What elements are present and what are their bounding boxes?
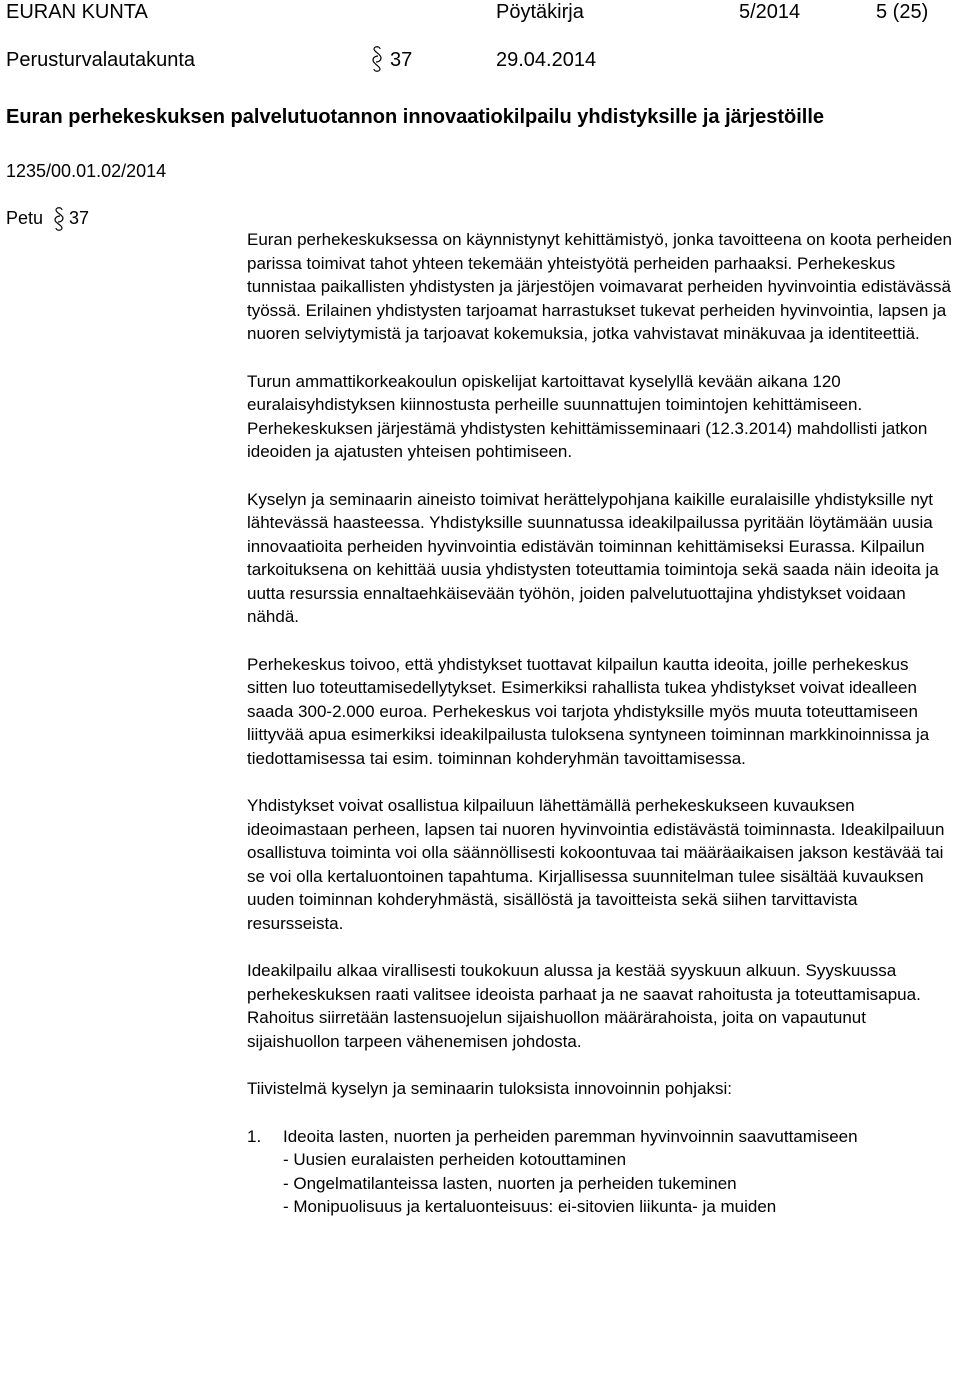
section-number: 37 (390, 49, 413, 71)
doc-type: Pöytäkirja (496, 1, 584, 23)
paragraph: Yhdistykset voivat osallistua kilpailuun lähettämällä perhekeskukseen kuvauksen ideoimastaan perheen, lapsen tai nuoren hyvinvointia edistävästä toiminnasta. Ideakilpailuun osallistuva toiminta voi olla säännöllisesti kokoontuvaa tai määräaikaisen jakson kestävää tai se voi olla kertaluontoinen tapahtuma. Kirjallisessa suunnitelman tulee sisältää kuvauksen uuden toiminnan kohderyhmästä, sisällöstä ja tavoitteista sekä siihen tarvittavista resursseista. (247, 796, 945, 933)
list-sub-item: - Uusien euralaisten perheiden kotouttaminen (283, 1150, 627, 1169)
list-sub-item: - Monipuolisuus ja kertaluonteisuus: ei-sitovien liikunta- ja muiden (283, 1197, 777, 1216)
section-sign-icon (53, 206, 65, 232)
section-body-number: 37 (69, 208, 90, 228)
list-item-body (283, 1125, 953, 1219)
doc-number: 5/2014 (739, 1, 801, 23)
org-name: EURAN KUNTA (6, 1, 148, 23)
numbered-list (247, 1125, 953, 1219)
document-body (247, 228, 953, 1219)
paragraph: Turun ammattikorkeakoulun opiskelijat kartoittavat kyselyllä kevään aikana 120 euralaisyhdistyksen kiinnostusta perheille suunnattujen toimintojen kehittämiseen. Perhekeskuksen järjestämä yhdistysten kehittämisseminaari (12.3.2014) mahdollisti jatkon ideoiden ja ajatusten yhteisen pohtimiseen. (247, 371, 928, 461)
paragraph: Tiivistelmä kyselyn ja seminaarin tuloksista innovoinnin pohjaksi: (247, 1079, 733, 1098)
case-number: 1235/00.01.02/2014 (6, 161, 167, 181)
paragraph: Euran perhekeskuksessa on käynnistynyt kehittämistyö, jonka tavoitteena on koota perheiden parissa toimivat tahot yhteen tekemään yhteistyötä perheiden parhaaksi. Perhekeskus tunnistaa paikallisten yhdistysten ja järjestöjen voimavarat perheiden hyvinvointia edistävässä työssä. Erilainen yhdistysten tarjoamat harrastukset tukevat perheiden hyvinvointia, lapsen ja nuoren selviytymistä ja tarjoavat kokemuksia, jotka vahvistavat minäkuvaa ja identiteettiä. (247, 230, 952, 343)
paragraph: Ideakilpailu alkaa virallisesti toukokuun alussa ja kestää syyskuun alkuun. Syyskuussa perhekeskuksen raati valitsee ideoista parhaat ja ne saavat rahoitusta ja toteuttamisapua. Rahoitus siirretään lastensuojelun sijaishuollon määrärahoista, joita on vapautunut sijaishuollon tarpeen vähenemisen johdosta. (247, 961, 921, 1051)
list-item-text: Ideoita lasten, nuorten ja perheiden paremman hyvinvoinnin saavuttamiseen (283, 1126, 858, 1146)
paragraph: Kyselyn ja seminaarin aineisto toimivat herättelypohjana kaikille euralaisille yhdistyksille nyt lähtevässä haasteessa. Yhdistyksille suunnatussa ideakilpailussa pyritään löytämään uusia innovaatioita perheiden hyvinvointia edistävän toiminnan kehittämiseksi Eurassa. Kilpailun tarkoituksena on kehittää uusia yhdistysten toteuttamia toimintoja sekä saada näin ideoita ja uutta resurssia ennaltaehkäisevään työhön, joiden palvelutuottajina yhdistykset voidaan nähdä. (247, 489, 939, 626)
page-count: 5 (25) (876, 1, 929, 23)
section-sign-icon (371, 45, 383, 79)
section-body-name: Petu (6, 208, 44, 228)
list-sub-item: - Ongelmatilanteissa lasten, nuorten ja perheiden tukeminen (283, 1173, 737, 1193)
list-item (247, 1125, 953, 1219)
list-item-number: 1. (247, 1126, 262, 1146)
meeting-date: 29.04.2014 (496, 49, 597, 71)
paragraph: Perhekeskus toivoo, että yhdistykset tuottavat kilpailun kautta ideoita, joille perhekeskus sitten luo toteuttamisedellytykset. Esimerkiksi rahallista tukea yhdistykset voivat idealleen saada 300-2.000 euroa. Perhekeskus voi tarjota yhdistyksille myös muuta toteuttamiseen liittyvää apua esimerkiksi ideakilpailusta tuloksena syntyneen toiminnan markkinoinnissa ja tiedottamisessa tai esim. toiminnan kohderyhmän tavoittamisessa. (247, 654, 930, 768)
board-name: Perusturvalautakunta (6, 49, 196, 71)
section-label (6, 206, 89, 232)
page-title: Euran perhekeskuksen palvelutuotannon innovaatiokilpailu yhdistyksille ja järjestöille (6, 106, 825, 128)
